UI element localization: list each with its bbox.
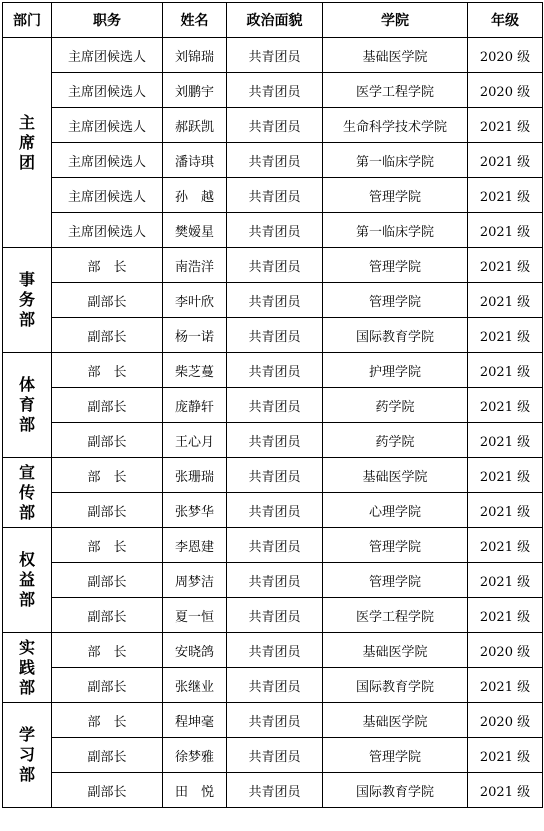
name-cell: 刘锦瑞 xyxy=(163,38,227,73)
department-cell xyxy=(3,633,52,703)
header-college: 学院 xyxy=(323,3,468,38)
grade-cell: 2021 级 xyxy=(468,178,543,213)
college-cell: 医学工程学院 xyxy=(323,73,468,108)
department-label: 体育部 xyxy=(18,375,35,434)
position-cell: 部 长 xyxy=(52,703,163,738)
department-cell xyxy=(3,248,52,353)
department-cell xyxy=(3,458,52,528)
grade-cell: 2021 级 xyxy=(468,353,543,388)
political-cell: 共青团员 xyxy=(227,143,323,178)
table-row xyxy=(3,73,543,108)
grade-cell: 2020 级 xyxy=(468,633,543,668)
political-cell: 共青团员 xyxy=(227,283,323,318)
political-cell: 共青团员 xyxy=(227,493,323,528)
college-cell: 基础医学院 xyxy=(323,703,468,738)
name-cell: 张梦华 xyxy=(163,493,227,528)
name-cell: 田 悦 xyxy=(163,773,227,808)
name-cell: 王心月 xyxy=(163,423,227,458)
college-cell: 医学工程学院 xyxy=(323,598,468,633)
position-cell: 副部长 xyxy=(52,493,163,528)
name-cell: 徐梦雅 xyxy=(163,738,227,773)
department-label: 宣传部 xyxy=(18,462,35,522)
department-label: 学习部 xyxy=(18,725,35,784)
name-cell: 郝跃凯 xyxy=(163,108,227,143)
table-row xyxy=(3,598,543,633)
name-cell: 孙 越 xyxy=(163,178,227,213)
grade-cell: 2021 级 xyxy=(468,213,543,248)
table-row xyxy=(3,773,543,808)
position-cell: 主席团候选人 xyxy=(52,38,163,73)
college-cell: 管理学院 xyxy=(323,738,468,773)
grade-cell: 2021 级 xyxy=(468,668,543,703)
political-cell: 共青团员 xyxy=(227,423,323,458)
name-cell: 刘鹏宇 xyxy=(163,73,227,108)
table-row xyxy=(3,668,543,703)
table-row xyxy=(3,703,543,738)
table-row xyxy=(3,458,543,493)
position-cell: 副部长 xyxy=(52,738,163,773)
table-row xyxy=(3,318,543,353)
grade-cell: 2020 级 xyxy=(468,703,543,738)
roster-table xyxy=(2,2,543,808)
header-row xyxy=(3,3,543,38)
college-cell: 国际教育学院 xyxy=(323,668,468,703)
college-cell: 心理学院 xyxy=(323,493,468,528)
department-label: 权益部 xyxy=(18,550,35,609)
header-position: 职务 xyxy=(52,3,163,38)
grade-cell: 2021 级 xyxy=(468,528,543,563)
table-row xyxy=(3,353,543,388)
position-cell: 部 长 xyxy=(52,353,163,388)
name-cell: 杨一诺 xyxy=(163,318,227,353)
grade-cell: 2021 级 xyxy=(468,248,543,283)
political-cell: 共青团员 xyxy=(227,668,323,703)
position-cell: 部 长 xyxy=(52,248,163,283)
name-cell: 张继业 xyxy=(163,668,227,703)
table-row xyxy=(3,633,543,668)
table-row xyxy=(3,738,543,773)
political-cell: 共青团员 xyxy=(227,213,323,248)
political-cell: 共青团员 xyxy=(227,178,323,213)
position-cell: 主席团候选人 xyxy=(52,143,163,178)
college-cell: 基础医学院 xyxy=(323,458,468,493)
table-row xyxy=(3,38,543,73)
table-row xyxy=(3,143,543,178)
table-row xyxy=(3,178,543,213)
political-cell: 共青团员 xyxy=(227,73,323,108)
name-cell: 夏一恒 xyxy=(163,598,227,633)
grade-cell: 2021 级 xyxy=(468,283,543,318)
table-row xyxy=(3,528,543,563)
grade-cell: 2021 级 xyxy=(468,563,543,598)
grade-cell: 2021 级 xyxy=(468,598,543,633)
position-cell: 部 长 xyxy=(52,458,163,493)
political-cell: 共青团员 xyxy=(227,563,323,598)
college-cell: 生命科学技术学院 xyxy=(323,108,468,143)
header-dept: 部门 xyxy=(3,3,52,38)
name-cell: 柴芝蔓 xyxy=(163,353,227,388)
college-cell: 药学院 xyxy=(323,423,468,458)
grade-cell: 2021 级 xyxy=(468,143,543,178)
grade-cell: 2020 级 xyxy=(468,73,543,108)
position-cell: 部 长 xyxy=(52,528,163,563)
name-cell: 张珊瑞 xyxy=(163,458,227,493)
table-row xyxy=(3,108,543,143)
college-cell: 管理学院 xyxy=(323,283,468,318)
grade-cell: 2021 级 xyxy=(468,493,543,528)
grade-cell: 2021 级 xyxy=(468,423,543,458)
grade-cell: 2021 级 xyxy=(468,318,543,353)
political-cell: 共青团员 xyxy=(227,38,323,73)
college-cell: 护理学院 xyxy=(323,353,468,388)
position-cell: 部 长 xyxy=(52,633,163,668)
table-row xyxy=(3,563,543,598)
grade-cell: 2021 级 xyxy=(468,388,543,423)
name-cell: 李恩建 xyxy=(163,528,227,563)
college-cell: 国际教育学院 xyxy=(323,773,468,808)
department-cell xyxy=(3,703,52,808)
college-cell: 管理学院 xyxy=(323,563,468,598)
college-cell: 管理学院 xyxy=(323,528,468,563)
name-cell: 庞静轩 xyxy=(163,388,227,423)
roster-body xyxy=(3,38,543,808)
table-row xyxy=(3,493,543,528)
header-grade: 年级 xyxy=(468,3,543,38)
political-cell: 共青团员 xyxy=(227,773,323,808)
position-cell: 副部长 xyxy=(52,773,163,808)
position-cell: 副部长 xyxy=(52,318,163,353)
name-cell: 周梦洁 xyxy=(163,563,227,598)
position-cell: 主席团候选人 xyxy=(52,178,163,213)
college-cell: 基础医学院 xyxy=(323,38,468,73)
political-cell: 共青团员 xyxy=(227,633,323,668)
position-cell: 副部长 xyxy=(52,668,163,703)
grade-cell: 2020 级 xyxy=(468,38,543,73)
grade-cell: 2021 级 xyxy=(468,773,543,808)
political-cell: 共青团员 xyxy=(227,388,323,423)
department-cell xyxy=(3,528,52,633)
position-cell: 副部长 xyxy=(52,563,163,598)
table-row xyxy=(3,388,543,423)
position-cell: 主席团候选人 xyxy=(52,213,163,248)
college-cell: 基础医学院 xyxy=(323,633,468,668)
department-label: 实践部 xyxy=(18,637,35,697)
table-row xyxy=(3,423,543,458)
table-row xyxy=(3,248,543,283)
political-cell: 共青团员 xyxy=(227,353,323,388)
table-row xyxy=(3,213,543,248)
table-row xyxy=(3,283,543,318)
name-cell: 安晓鸽 xyxy=(163,633,227,668)
political-cell: 共青团员 xyxy=(227,738,323,773)
department-label: 事务部 xyxy=(18,270,35,329)
political-cell: 共青团员 xyxy=(227,108,323,143)
position-cell: 副部长 xyxy=(52,283,163,318)
name-cell: 程坤毫 xyxy=(163,703,227,738)
political-cell: 共青团员 xyxy=(227,458,323,493)
political-cell: 共青团员 xyxy=(227,528,323,563)
position-cell: 主席团候选人 xyxy=(52,108,163,143)
name-cell: 李叶欣 xyxy=(163,283,227,318)
grade-cell: 2021 级 xyxy=(468,108,543,143)
political-cell: 共青团员 xyxy=(227,703,323,738)
college-cell: 药学院 xyxy=(323,388,468,423)
position-cell: 副部长 xyxy=(52,423,163,458)
grade-cell: 2021 级 xyxy=(468,738,543,773)
name-cell: 樊嫒星 xyxy=(163,213,227,248)
header-name: 姓名 xyxy=(163,3,227,38)
college-cell: 第一临床学院 xyxy=(323,213,468,248)
college-cell: 第一临床学院 xyxy=(323,143,468,178)
position-cell: 副部长 xyxy=(52,388,163,423)
department-cell xyxy=(3,353,52,458)
department-label: 主席团 xyxy=(18,112,35,172)
position-cell: 副部长 xyxy=(52,598,163,633)
position-cell: 主席团候选人 xyxy=(52,73,163,108)
department-cell xyxy=(3,38,52,248)
political-cell: 共青团员 xyxy=(227,318,323,353)
name-cell: 南浩洋 xyxy=(163,248,227,283)
political-cell: 共青团员 xyxy=(227,598,323,633)
college-cell: 管理学院 xyxy=(323,178,468,213)
header-political: 政治面貌 xyxy=(227,3,323,38)
political-cell: 共青团员 xyxy=(227,248,323,283)
name-cell: 潘诗琪 xyxy=(163,143,227,178)
college-cell: 管理学院 xyxy=(323,248,468,283)
grade-cell: 2021 级 xyxy=(468,458,543,493)
college-cell: 国际教育学院 xyxy=(323,318,468,353)
